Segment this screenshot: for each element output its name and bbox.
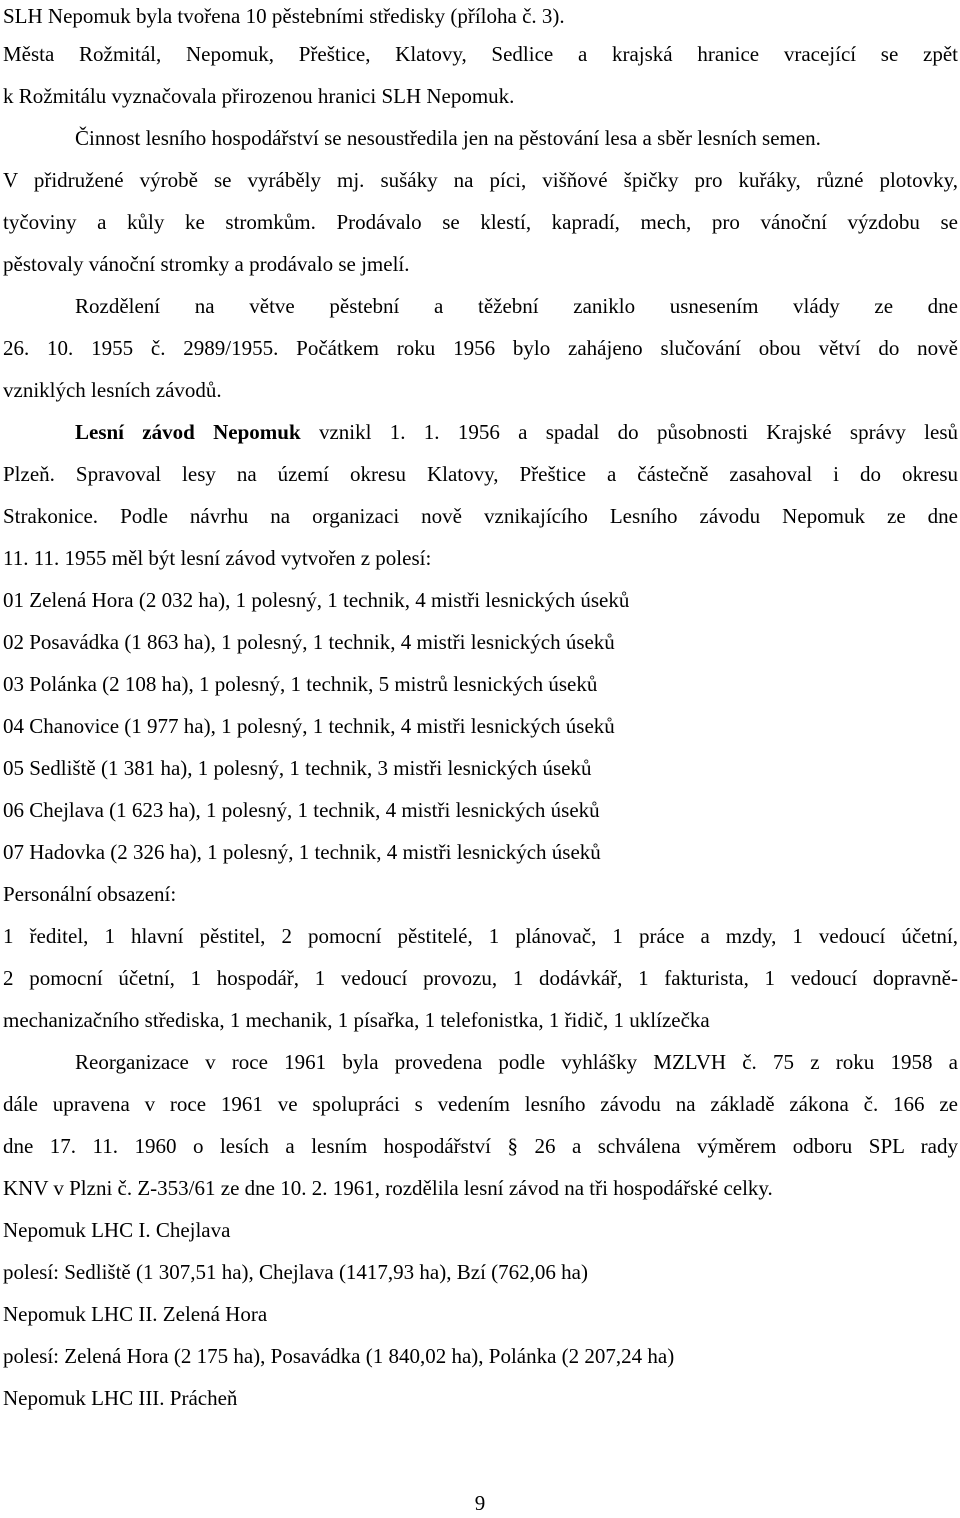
paragraph-line: Činnost lesního hospodářství se nesoustředila jen na pěstování lesa a sběr lesních semen. xyxy=(75,126,821,150)
paragraph-line: dále upravena v roce 1961 ve spolupráci s vedením lesního závodu na základě zákona č. 166 ze xyxy=(3,1092,958,1116)
lesni-zavod-heading: Lesní závod Nepomuk xyxy=(75,420,301,444)
paragraph-line: dne 17. 11. 1960 o lesích a lesním hospodářství § 26 a schválena výměrem odboru SPL rady xyxy=(3,1134,958,1158)
polesi-list-item: 02 Posavádka (1 863 ha), 1 polesný, 1 technik, 4 mistři lesnických úseků xyxy=(3,630,615,654)
paragraph-text: vznikl 1. 1. 1956 a spadal do působnosti Krajské správy lesů xyxy=(300,420,959,444)
paragraph-line: vzniklých lesních závodů. xyxy=(3,378,222,402)
paragraph-line: k Rožmitálu vyznačovala přirozenou hranici SLH Nepomuk. xyxy=(3,84,515,108)
polesi-list-item: 07 Hadovka (2 326 ha), 1 polesný, 1 technik, 4 mistři lesnických úseků xyxy=(3,840,601,864)
personal-line: mechanizačního střediska, 1 mechanik, 1 písařka, 1 telefonistka, 1 řidič, 1 uklízečka xyxy=(3,1008,710,1032)
lhc-title: Nepomuk LHC III. Prácheň xyxy=(3,1386,238,1410)
lhc-polesi: polesí: Sedliště (1 307,51 ha), Chejlava (1417,93 ha), Bzí (762,06 ha) xyxy=(3,1260,588,1284)
polesi-list-item: 06 Chejlava (1 623 ha), 1 polesný, 1 technik, 4 mistři lesnických úseků xyxy=(3,798,600,822)
personal-heading: Personální obsazení: xyxy=(3,882,177,906)
paragraph-line: KNV v Plzni č. Z-353/61 ze dne 10. 2. 1961, rozdělila lesní závod na tři hospodářské celky. xyxy=(3,1176,773,1200)
polesi-list-item: 01 Zelená Hora (2 032 ha), 1 polesný, 1 technik, 4 mistři lesnických úseků xyxy=(3,588,630,612)
paragraph-line: tyčoviny a kůly ke stromkům. Prodávalo se klestí, kapradí, mech, pro vánoční výzdobu se xyxy=(3,210,958,234)
paragraph-line: 11. 11. 1955 měl být lesní závod vytvořen z polesí: xyxy=(3,546,432,570)
personal-line: 1 ředitel, 1 hlavní pěstitel, 2 pomocní pěstitelé, 1 plánovač, 1 práce a mzdy, 1 vedoucí účetní, xyxy=(3,924,958,948)
paragraph-line: Reorganizace v roce 1961 byla provedena podle vyhlášky MZLVH č. 75 z roku 1958 a xyxy=(75,1050,958,1074)
paragraph-line: SLH Nepomuk byla tvořena 10 pěstebními středisky (příloha č. 3). xyxy=(3,4,565,28)
personal-line: 2 pomocní účetní, 1 hospodář, 1 vedoucí provozu, 1 dodávkář, 1 fakturista, 1 vedoucí dopravně- xyxy=(3,966,958,990)
paragraph-line: 26. 10. 1955 č. 2989/1955. Počátkem roku 1956 bylo zahájeno slučování obou větví do nově xyxy=(3,336,958,360)
paragraph-line: Města Rožmitál, Nepomuk, Přeštice, Klatovy, Sedlice a krajská hranice vracející se zpět xyxy=(3,42,958,66)
polesi-list-item: 04 Chanovice (1 977 ha), 1 polesný, 1 technik, 4 mistři lesnických úseků xyxy=(3,714,615,738)
lhc-polesi: polesí: Zelená Hora (2 175 ha), Posavádka (1 840,02 ha), Polánka (2 207,24 ha) xyxy=(3,1344,675,1368)
lhc-title: Nepomuk LHC I. Chejlava xyxy=(3,1218,231,1242)
lhc-title: Nepomuk LHC II. Zelená Hora xyxy=(3,1302,268,1326)
paragraph-line: Rozdělení na větve pěstební a těžební zaniklo usnesením vlády ze dne xyxy=(75,294,958,318)
paragraph-line: Plzeň. Spravoval lesy na území okresu Klatovy, Přeštice a částečně zasahoval i do okresu xyxy=(3,462,958,486)
paragraph-line: Strakonice. Podle návrhu na organizaci nově vznikajícího Lesního závodu Nepomuk ze dne xyxy=(3,504,958,528)
paragraph-line: pěstovaly vánoční stromky a prodávalo se jmelí. xyxy=(3,252,410,276)
polesi-list-item: 03 Polánka (2 108 ha), 1 polesný, 1 technik, 5 mistrů lesnických úseků xyxy=(3,672,598,696)
paragraph-line: V přidružené výrobě se vyráběly mj. sušáky na píci, višňové špičky pro kuřáky, různé plotovky, xyxy=(3,168,958,192)
paragraph-line xyxy=(75,417,958,447)
page-number: 9 xyxy=(474,1491,486,1515)
polesi-list-item: 05 Sedliště (1 381 ha), 1 polesný, 1 technik, 3 mistři lesnických úseků xyxy=(3,756,592,780)
